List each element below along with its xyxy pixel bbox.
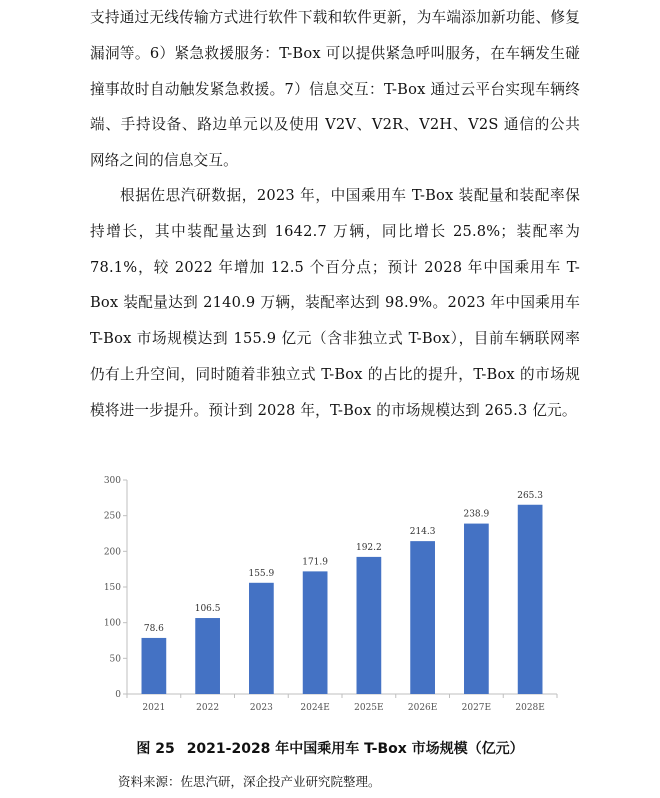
x-tick-label-2025E: 2025E bbox=[354, 703, 384, 713]
y-tick-label: 0 bbox=[115, 690, 121, 700]
x-tick-label-2021: 2021 bbox=[142, 703, 166, 713]
bar-2025E bbox=[357, 557, 382, 694]
bar-2024E bbox=[303, 571, 328, 694]
y-tick-label: 150 bbox=[103, 583, 121, 593]
chart-canvas bbox=[90, 472, 560, 722]
x-tick-label-2027E: 2027E bbox=[461, 703, 492, 713]
figure-number: 图 25 bbox=[136, 741, 175, 757]
data-label-2024E: 171.9 bbox=[302, 557, 329, 568]
y-tick-label: 200 bbox=[103, 547, 121, 558]
data-label-2023: 155.9 bbox=[248, 568, 275, 579]
y-tick-label: 100 bbox=[103, 618, 121, 629]
figure-title: 2021-2028 年中国乘用车 T-Box 市场规模（亿元） bbox=[186, 741, 524, 757]
data-label-2027E: 238.9 bbox=[463, 509, 490, 520]
y-tick-label: 250 bbox=[103, 511, 121, 522]
x-tick-label-2028E: 2028E bbox=[515, 703, 545, 713]
figure-caption bbox=[0, 738, 660, 758]
source-note: 资料来源：佐思汽研，深企投产业研究院整理。 bbox=[118, 774, 381, 789]
x-tick-label-2024E: 2024E bbox=[300, 703, 330, 713]
y-tick-label: 300 bbox=[103, 476, 121, 486]
bar-2021 bbox=[142, 638, 167, 694]
bar-2022 bbox=[195, 618, 220, 694]
x-tick-label-2026E: 2026E bbox=[407, 703, 438, 713]
y-tick-label: 50 bbox=[109, 654, 121, 665]
data-label-2026E: 214.3 bbox=[409, 527, 436, 538]
data-label-2021: 78.6 bbox=[143, 623, 164, 634]
bar-2027E bbox=[464, 524, 489, 694]
bar-2026E bbox=[410, 541, 435, 694]
data-label-2025E: 192.2 bbox=[355, 542, 382, 553]
body-paragraph-2: 根据佐思汽研数据，2023 年，中国乘用车 T-Box 装配量和装配率保持增长，其中装配量达到 1642.7 万辆，同比增长 25.8%；装配率为 78.1%，较 2022 年增加 12.5 个百分点；预计 2028 年中国乘用车 T-Box 装配量达到 2140.9 万辆，装配率达到 98.9%。2023 年中国乘用车 T-Box 市场规模达到 155.9 亿元（含非独立式 T-Box），目前车辆联网率仍有上升空间，同时随着非独立式 T-Box 的占比的提升，T-Box 的市场规模将进一步提升。预计到 2028 年，T-Box 的市场规模达到 265.3 亿元。 bbox=[90, 187, 580, 419]
bar-2028E bbox=[518, 505, 543, 694]
x-tick-label-2022: 2022 bbox=[196, 703, 220, 713]
body-paragraph-1: 支持通过无线传输方式进行软件下载和软件更新，为车端添加新功能、修复漏洞等。6）紧急救援服务：T-Box 可以提供紧急呼叫服务，在车辆发生碰撞事故时自动触发紧急救援。7）信息交互：T-Box 通过云平台实现车辆终端、手持设备、路边单元以及使用 V2V、V2R、V2H、V2S 通信的公共网络之间的信息交互。 bbox=[90, 9, 580, 170]
market-size-bar-chart bbox=[90, 472, 560, 722]
data-label-2028E: 265.3 bbox=[517, 490, 544, 501]
x-tick-label-2023: 2023 bbox=[249, 703, 273, 713]
bar-2023 bbox=[249, 583, 274, 694]
data-label-2022: 106.5 bbox=[194, 604, 221, 615]
